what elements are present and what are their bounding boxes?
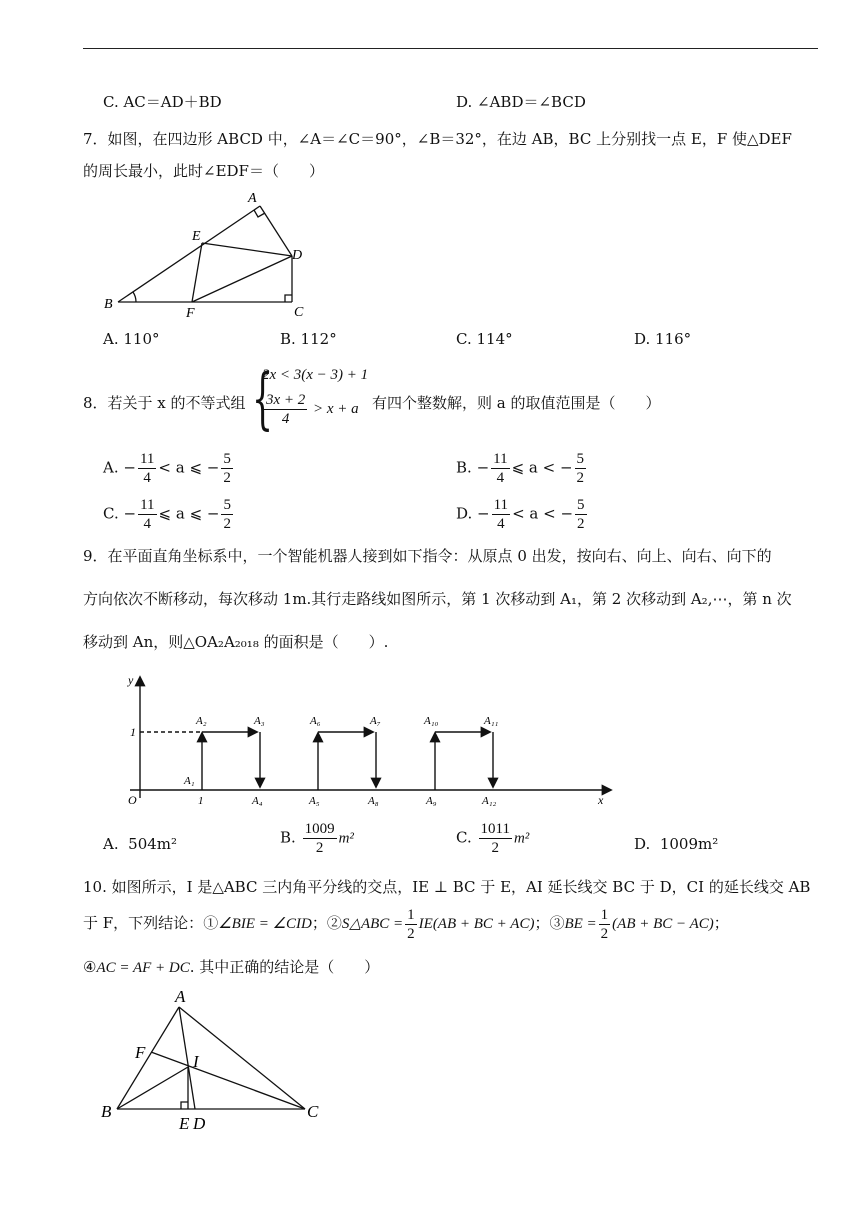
q10-label-i: I	[193, 1052, 199, 1071]
q9-origin-label: O	[128, 793, 137, 807]
q8-option-a-mid: < a ⩽ −	[158, 458, 220, 477]
q10-segment-bi	[117, 1067, 188, 1109]
q8-option-c-n2: 5	[223, 497, 231, 513]
q10-line2-prefix: 于 F，下列结论：	[83, 914, 204, 932]
q10-right-angle-e	[181, 1102, 188, 1109]
q9-label-a8: A₈	[368, 795, 379, 807]
q9-label-a9: A₉	[426, 795, 437, 807]
q7-segment-fd	[192, 256, 292, 302]
q8-prefix: 8．若关于 x 的不等式组	[83, 394, 246, 412]
q9-option-c-num: 1011	[480, 821, 510, 837]
q10-label-d: D	[193, 1114, 206, 1133]
q9-option-b-den: 2	[315, 840, 324, 856]
q9-option-a[interactable]	[103, 835, 177, 853]
q7-label-a: A	[248, 191, 257, 206]
q8-inequality-1: 2x < 3(x − 3) + 1	[262, 367, 369, 383]
q9-text-line1: 9．在平面直角坐标系中，一个智能机器人接到如下指令：从原点 0 出发，按向右、向上、向右、向下的	[83, 547, 772, 565]
q10-segment-ba	[117, 1007, 179, 1109]
q9-option-d-letter: D.	[634, 835, 651, 853]
q8-option-b-mid: ⩽ a < −	[511, 458, 573, 477]
q7-option-b[interactable]: B. 112°	[280, 330, 337, 348]
q8-option-b-d2: 2	[576, 470, 585, 486]
q9-option-b[interactable]	[280, 820, 354, 857]
q9-option-c[interactable]	[456, 820, 529, 857]
q8-option-d-d1: 4	[497, 516, 505, 532]
q10-conclusion-1: ∠BIE = ∠CID	[218, 916, 312, 932]
q8-option-b-d1: 4	[496, 470, 505, 486]
q7-label-e: E	[192, 229, 201, 244]
q8-option-a-d2: 2	[223, 470, 231, 486]
q8-option-d-n1: 11	[493, 497, 509, 513]
q10-conclusion-4: AC = AF + DC	[96, 960, 190, 976]
q7-option-c[interactable]: C. 114°	[456, 330, 513, 348]
q7-segment-ba	[118, 206, 260, 302]
q7-label-f: F	[186, 306, 195, 321]
q8-option-c-d1: 4	[143, 516, 152, 532]
q8-inequality-2	[262, 391, 359, 428]
q10-conclusion-3-right: (AB + BC − AC)	[612, 916, 714, 932]
q9-option-b-unit: m²	[338, 830, 354, 847]
q9-label-a6: A₆	[310, 715, 321, 727]
q10-label-a: A	[175, 987, 186, 1006]
q10-c2-num: 1	[407, 906, 415, 923]
q8-option-d-letter: D.	[456, 504, 473, 523]
q7-segment-ef	[192, 243, 202, 302]
q8-option-d-mid: < a < −	[512, 504, 574, 523]
q10-sep-1: ；	[311, 914, 327, 932]
q9-label-a3: A₃	[254, 715, 265, 727]
q9-label-a2: A₂	[196, 715, 207, 727]
q10-label-c: C	[307, 1102, 319, 1121]
q9-text-line2: 方向依次不断移动，每次移动 1m.其行走路线如图所示，第 1 次移动到 A₁，第 2 次移动到 A₂,⋯，第 n 次	[83, 590, 792, 608]
q10-conclusion-3-left: BE =	[564, 916, 597, 932]
q10-sep-3: ；	[713, 914, 729, 932]
q9-label-a1: A₁	[184, 775, 195, 787]
q7-text-line1: 7．如图，在四边形 ABCD 中，∠A＝∠C＝90°，∠B＝32°，在边 AB，BC 上分别找一点 E，F 使△DEF	[83, 130, 792, 148]
q9-axis-x-label: x	[598, 793, 604, 807]
q9-text-line3: 移动到 An，则△OA₂A₂₀₁₈ 的面积是（ ）.	[83, 633, 389, 651]
q9-option-a-value: 504m²	[128, 835, 178, 853]
q7-option-d[interactable]: D. 116°	[634, 330, 692, 348]
q8-option-b-n1: 11	[493, 451, 508, 467]
q9-axis-y-label: y	[128, 673, 134, 687]
q7-label-d: D	[292, 248, 303, 263]
q9-tick-x1: 1	[198, 795, 204, 807]
q8-ineq2-rhs: > x + a	[313, 400, 359, 417]
q8-suffix: 有四个整数解，则 a 的取值范围是（ ）	[372, 394, 661, 412]
q10-text-line1: 10. 如图所示，I 是△ABC 三内角平分线的交点，IE ⊥ BC 于 E，AI 延长线交 BC 于 D，CI 的延长线交 AB	[83, 878, 811, 896]
q7-label-c: C	[294, 305, 304, 320]
q10-segment-cf	[151, 1052, 305, 1109]
q6-option-d[interactable]: D. ∠ABD＝∠BCD	[456, 93, 586, 111]
q10-mark-4: ④	[83, 958, 97, 976]
q8-option-b[interactable]: B. − $\frac{11}{4}$ ⩽ a < − $\frac{5}{2}$	[456, 451, 585, 486]
q9-option-b-num: 1009	[304, 821, 335, 837]
q10-label-f: F	[135, 1043, 146, 1062]
q9-label-a7: A₇	[370, 715, 381, 727]
q7-segment-ed	[202, 243, 292, 256]
q8-option-c-n1: 11	[140, 497, 155, 513]
q8-option-d-d2: 2	[577, 516, 585, 532]
q8-option-d-n2: 5	[577, 497, 585, 513]
q8-option-c-letter: C.	[103, 504, 119, 523]
q9-label-a12: A₁₂	[482, 795, 497, 807]
q10-c3-num: 1	[600, 906, 609, 923]
q9-label-a5: A₅	[309, 795, 320, 807]
q10-mark-1: ①	[203, 914, 219, 932]
q8-option-a-letter: A.	[103, 458, 119, 477]
q8-option-a-d1: 4	[143, 470, 151, 486]
q10-conclusion-2-right: IE(AB + BC + AC)	[418, 916, 535, 932]
q8-option-a-n2: 5	[223, 451, 231, 467]
q9-option-a-letter: A.	[103, 835, 119, 853]
q10-figure	[95, 985, 340, 1135]
q9-label-a11: A₁₁	[484, 715, 499, 727]
q9-option-b-letter: B.	[280, 828, 296, 847]
q10-c3-den: 2	[600, 925, 609, 942]
q9-tick-y1: 1	[130, 725, 136, 739]
q7-option-a[interactable]: A. 110°	[103, 330, 160, 348]
q10-label-b: B	[101, 1102, 112, 1121]
q8-option-c-mid: ⩽ a ⩽ −	[158, 504, 220, 523]
q10-conclusion-2-left: S△ABC =	[341, 916, 404, 932]
q8-option-a[interactable]: A. − $\frac{11}{4}$ < a ⩽ − $\frac{5}{2}$	[103, 451, 231, 486]
q9-label-a4: A₄	[252, 795, 263, 807]
q6-option-c[interactable]: C. AC＝AD＋BD	[103, 93, 222, 111]
q10-mark-2: ②	[326, 914, 342, 932]
q9-option-c-den: 2	[491, 840, 499, 856]
q9-figure	[110, 670, 620, 810]
q10-text-line3	[83, 956, 379, 977]
q10-line3-suffix: . 其中正确的结论是（ ）	[189, 958, 380, 976]
q8-ineq2-numerator: 3x + 2	[266, 392, 306, 408]
q9-option-c-letter: C.	[456, 828, 472, 847]
q8-option-a-n1: 11	[139, 451, 155, 467]
q9-option-d[interactable]	[634, 835, 718, 853]
q10-label-e: E	[179, 1114, 190, 1133]
q9-option-c-unit: m²	[513, 830, 530, 847]
header-rule	[83, 48, 818, 49]
q7-label-b: B	[104, 297, 113, 312]
q8-option-d[interactable]: D. − $\frac{11}{4}$ < a < − $\frac{5}{2}$	[456, 497, 585, 532]
q8-option-b-n2: 5	[576, 451, 585, 467]
q8-option-c[interactable]: C. − $\frac{11}{4}$ ⩽ a ⩽ − $\frac{5}{2}$	[103, 497, 231, 532]
q8-ineq2-denominator: 4	[281, 411, 290, 427]
q7-right-angle-c	[285, 295, 292, 302]
q7-text-line2: 的周长最小，此时∠EDF＝（ ）	[83, 162, 324, 180]
q8-option-c-d2: 2	[223, 516, 231, 532]
q8-brace: {	[252, 360, 273, 437]
q7-figure	[100, 186, 315, 321]
q9-label-a10: A₁₀	[424, 715, 439, 727]
q10-c2-den: 2	[407, 925, 415, 942]
q9-option-d-value: 1009m²	[659, 835, 719, 853]
q7-angle-b-arc	[133, 292, 136, 302]
q10-text-line2	[83, 903, 729, 943]
q10-sep-2: ；	[534, 914, 550, 932]
q10-mark-3: ③	[549, 914, 565, 932]
q8-option-b-letter: B.	[456, 458, 472, 477]
